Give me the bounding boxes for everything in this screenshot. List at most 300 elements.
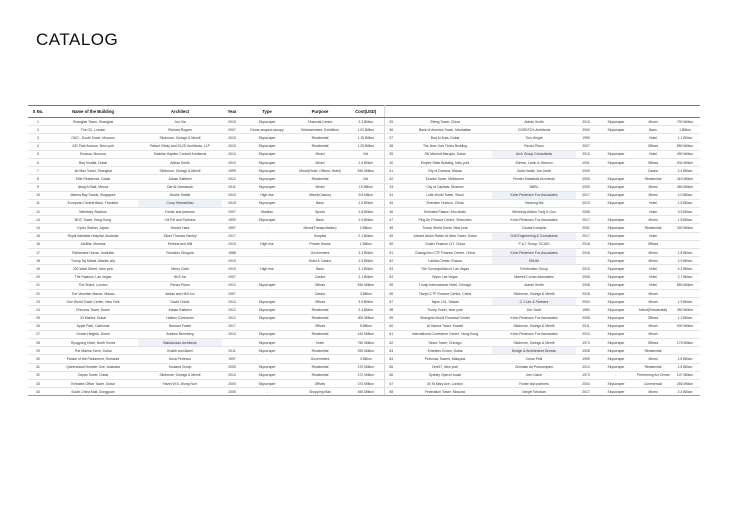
- cell-year-2: 2018: [576, 240, 596, 248]
- cell-building-2: One57, New york: [398, 363, 492, 371]
- table-row: [28, 240, 700, 248]
- cell-type-2: Skyscraper: [596, 363, 636, 371]
- cell-sno-2: 68: [384, 388, 398, 396]
- cell-cost: 4 Billion: [348, 355, 384, 363]
- cell-year-2: [576, 257, 596, 265]
- cell-sno: 4: [28, 142, 48, 150]
- table-row: [28, 199, 700, 207]
- cell-building-2: Shanghai World Financial Center: [398, 314, 492, 322]
- cell-year-2: 2004: [576, 380, 596, 388]
- cell-cost: 3.9 Billion: [348, 298, 384, 306]
- cell-purpose: Offices: [292, 322, 348, 330]
- cell-year-2: 2009: [576, 167, 596, 175]
- cell-architect: Adnan Saffarini: [138, 306, 222, 314]
- cell-cost: 1.25 Billion: [348, 142, 384, 150]
- cell-year: 2012: [222, 281, 242, 289]
- cell-sno-2: 46: [384, 208, 398, 216]
- cell-purpose-2: Residential: [636, 347, 670, 355]
- cell-year: 2007: [222, 273, 242, 281]
- cell-cost: 2.1 Billion: [348, 265, 384, 273]
- cell-sno-2: 54: [384, 273, 398, 281]
- table-row: [28, 339, 700, 347]
- table-row: [28, 126, 700, 134]
- cell-type-2: Skyscraper: [596, 281, 636, 289]
- cell-year-2: 2008: [576, 281, 596, 289]
- cell-type-2: Skyscraper: [596, 347, 636, 355]
- cell-purpose: Offices: [292, 380, 348, 388]
- cell-year: 2017: [222, 232, 242, 240]
- cell-type-2: Skyscraper: [596, 314, 636, 322]
- cell-year: 1997: [222, 355, 242, 363]
- cell-sno-2: 47: [384, 216, 398, 224]
- cell-architect: Rafael Viñoly and SLCE Architects, LLP: [138, 142, 222, 150]
- header-blank: [636, 106, 670, 118]
- cell-cost-2: 2.4 Billion: [670, 388, 700, 396]
- cell-sno: 3: [28, 134, 48, 142]
- cell-architect-2: Adrian Smith: [492, 281, 576, 289]
- cell-purpose-2: Offices: [636, 142, 670, 150]
- cell-type: -: [242, 322, 292, 330]
- cell-year: 2007: [222, 208, 242, 216]
- cell-purpose-2: Hotel: [636, 281, 670, 289]
- cell-year: 2011: [222, 347, 242, 355]
- cell-architect: Norman Foster: [138, 322, 222, 330]
- cell-cost-2: 300 Million: [670, 224, 700, 232]
- catalog-table-container: [28, 105, 700, 396]
- header-purpose: Purpose: [292, 106, 348, 118]
- cell-sno-2: 53: [384, 265, 398, 273]
- cell-year: 2012: [222, 306, 242, 314]
- cell-purpose: Mixed: [292, 158, 348, 166]
- cell-cost-2: 490 Million: [670, 150, 700, 158]
- cell-building: Shanghai Tower, Shanghai: [48, 118, 138, 126]
- cell-type-2: Skyscraper: [596, 289, 636, 297]
- cell-building: The Venetian Macao, Macao: [48, 289, 138, 297]
- cell-building: Kyoto Station, Japan: [48, 224, 138, 232]
- cell-architect-2: Kohn Pedersen Fox Associates: [492, 249, 576, 257]
- cell-cost-2: 1.1 Billion: [670, 134, 700, 142]
- cell-purpose-2: Mixed: [636, 298, 670, 306]
- table-row: [28, 142, 700, 150]
- cell-building: Apple Park, California: [48, 322, 138, 330]
- cell-year: 2010: [222, 158, 242, 166]
- cell-building-2: Sydney Opera House: [398, 371, 492, 379]
- cell-building-2: City of Dreams, Macau: [398, 167, 492, 175]
- cell-year: 2010: [222, 257, 242, 265]
- cell-architect-2: NBBJ: [492, 183, 576, 191]
- cell-purpose: Shopping Mall: [292, 388, 348, 396]
- cell-purpose-2: Hotel: [636, 199, 670, 207]
- cell-type-2: Skyscraper: [596, 191, 636, 199]
- cell-cost: 300 Million: [348, 314, 384, 322]
- cell-year: 2010: [222, 191, 242, 199]
- cell-type-2: Skyscraper: [596, 298, 636, 306]
- cell-cost-2: 415 Million: [670, 175, 700, 183]
- cell-architect-2: Kohn Pedersen Fox Associates: [492, 216, 576, 224]
- table-row: [28, 314, 700, 322]
- table-body: [28, 118, 700, 396]
- cell-type-2: -: [596, 142, 636, 150]
- cell-cost-2: 850 Million: [670, 142, 700, 150]
- cell-purpose: Residential: [292, 347, 348, 355]
- cell-sno-2: 42: [384, 175, 398, 183]
- cell-type-2: Skyscraper: [596, 265, 636, 273]
- cell-cost-2: 850 Million: [670, 281, 700, 289]
- cell-cost: 2.1 Billion: [348, 232, 384, 240]
- cell-sno-2: 55: [384, 281, 398, 289]
- cell-architect-2: Design & Architecture Bureau: [492, 347, 576, 355]
- cell-architect-2: Adrian Smith: [492, 118, 576, 126]
- cell-purpose: Casino: [292, 273, 348, 281]
- cell-purpose-2: Mixed: [636, 388, 670, 396]
- cell-purpose-2: Performing Art Centre: [636, 371, 670, 379]
- cell-sno: 7: [28, 167, 48, 175]
- cell-cost: 272 Million: [348, 371, 384, 379]
- cell-purpose: Hospital: [292, 232, 348, 240]
- cell-cost: 1.15 Billion: [348, 134, 384, 142]
- cell-purpose-2: Commercial: [636, 380, 670, 388]
- cell-cost: 410 Million: [348, 330, 384, 338]
- cell-sno-2: 64: [384, 355, 398, 363]
- cell-type: Skyscraper: [242, 371, 292, 379]
- cell-purpose: Offices: [292, 281, 348, 289]
- cell-sno-2: 45: [384, 199, 398, 207]
- table-row: [28, 249, 700, 257]
- cell-cost: 530 Million: [348, 281, 384, 289]
- cell-type-2: Skyscraper: [596, 249, 636, 257]
- table-row: [28, 191, 700, 199]
- cell-type: Skyscraper: [242, 306, 292, 314]
- cell-building-2: Burj Al Arab, Dubai: [398, 134, 492, 142]
- cell-year-2: 1999: [576, 355, 596, 363]
- table-row: [28, 347, 700, 355]
- table-row: [28, 281, 700, 289]
- header-blank: [384, 106, 398, 118]
- cell-cost-2: 534 Million: [670, 158, 700, 166]
- cell-cost: NA: [348, 175, 384, 183]
- cell-year: 2007: [222, 289, 242, 297]
- cell-year-2: 2017: [576, 191, 596, 199]
- cell-architect-2: Kohn Pedersen Fox Associates: [492, 191, 576, 199]
- cell-year-2: 2006: [576, 175, 596, 183]
- cell-building-2: The New York Times Building: [398, 142, 492, 150]
- cell-building-2: Wynn Las Vegas: [398, 273, 492, 281]
- cell-type-2: Skyscraper: [596, 306, 636, 314]
- header-building: Name of the Building: [48, 106, 138, 118]
- cell-cost-2: 1.8 Billion: [670, 249, 700, 257]
- cell-year-2: 1931: [576, 158, 596, 166]
- cell-sno: 8: [28, 175, 48, 183]
- cell-year-2: 2005: [576, 208, 596, 216]
- cell-building-2: Lotte World Tower, Seoul: [398, 191, 492, 199]
- cell-building-2: The Cosmopolitan of Las Vegas: [398, 265, 492, 273]
- cell-type-2: -: [596, 134, 636, 142]
- cell-cost: 1.6 Billion: [348, 199, 384, 207]
- cell-cost: 2.2 Billion: [348, 118, 384, 126]
- cell-architect-2: P & T Group. ECADI: [492, 240, 576, 248]
- cell-cost-2: 700 Million: [670, 118, 700, 126]
- cell-purpose: Government: [292, 355, 348, 363]
- cell-cost: 760 Million: [348, 339, 384, 347]
- table-row: [28, 208, 700, 216]
- table-row: [28, 257, 700, 265]
- cell-year: 2007: [222, 126, 242, 134]
- cell-year-2: 2017: [576, 216, 596, 224]
- cell-purpose: Financial Centre: [292, 118, 348, 126]
- cell-sno-2: 59: [384, 314, 398, 322]
- cell-year-2: 2016: [576, 249, 596, 257]
- cell-building-2: Taipei 101, Taiwan: [398, 298, 492, 306]
- cell-year: 2013: [222, 298, 242, 306]
- cell-type: Skyscraper: [242, 175, 292, 183]
- cell-building-2: Sears Tower, Chicago: [398, 339, 492, 347]
- cell-building: Abraj Al Bait, Mecca: [48, 183, 138, 191]
- cell-cost: 1.8 Billion: [348, 208, 384, 216]
- cell-year-2: 2017: [576, 388, 596, 396]
- cell-building-2: Ahmed Abdul Rahim Al Attar Tower, Dubai: [398, 232, 492, 240]
- cell-year: 1997: [222, 224, 242, 232]
- cell-cost: 1.9 Billion: [348, 216, 384, 224]
- cell-architect: Adrian Smith: [138, 158, 222, 166]
- cell-sno: 2: [28, 126, 48, 134]
- cell-building-2: Eureka Tower, Melbourne: [398, 175, 492, 183]
- cell-year: 2013: [222, 371, 242, 379]
- cell-architect: [138, 257, 222, 265]
- table-row: [28, 380, 700, 388]
- cell-cost: 1 Billion: [348, 240, 384, 248]
- cell-sno: 25: [28, 314, 48, 322]
- cell-purpose-2: Mixed: [636, 183, 670, 191]
- cell-cost-2: 107 Million: [670, 371, 700, 379]
- cell-type-2: Skyscraper: [596, 240, 636, 248]
- cell-purpose-2: Bans: [636, 126, 670, 134]
- cell-sno: 14: [28, 224, 48, 232]
- cell-architect: -: [138, 388, 222, 396]
- cell-type: Skyscraper: [242, 216, 292, 224]
- cell-year: 2005: [222, 388, 242, 396]
- cell-purpose-2: Hotel: [636, 208, 670, 216]
- cell-year-2: 1999: [576, 134, 596, 142]
- cell-building: Ocean Heights, Dubai: [48, 330, 138, 338]
- cell-year-2: 2005: [576, 273, 596, 281]
- catalog-table: [28, 105, 700, 396]
- cell-architect-2: Kohn Pedersen Fox Associates: [492, 314, 576, 322]
- cell-purpose-2: Mixed(Residential): [636, 306, 670, 314]
- header-blank: [398, 106, 492, 118]
- cell-building-2: Emirates Crown, Dubai: [398, 347, 492, 355]
- cell-type-2: Skyscraper: [596, 388, 636, 396]
- cell-purpose-2: Mixed: [636, 118, 670, 126]
- cell-year: 2012: [222, 175, 242, 183]
- cell-year-2: 1973: [576, 371, 596, 379]
- table-row: [28, 371, 700, 379]
- cell-type: Skyscraper: [242, 150, 292, 158]
- cell-cost: 1.02 Billion: [348, 126, 384, 134]
- cell-purpose: Residential: [292, 175, 348, 183]
- cell-architect: Andrew Bromberg: [138, 330, 222, 338]
- cell-architect: Henry Cobb: [138, 265, 222, 273]
- cell-cost: 1.5 Billion: [348, 257, 384, 265]
- cell-type: Skyscraper: [242, 380, 292, 388]
- cell-year-2: 2001: [576, 224, 596, 232]
- cell-architect: HKS Inc: [138, 273, 222, 281]
- cell-year: 1999: [222, 167, 242, 175]
- cell-purpose-2: Offices: [636, 240, 670, 248]
- cell-purpose: Mixed: [292, 150, 348, 158]
- cell-architect-2: RMJM: [492, 257, 576, 265]
- cell-cost: 530 Million: [348, 167, 384, 175]
- header-blank: [492, 106, 576, 118]
- cell-sno: 32: [28, 371, 48, 379]
- cell-architect-2: Jorn Utzon: [492, 371, 576, 379]
- cell-purpose: Residential: [292, 142, 348, 150]
- cell-purpose: Residential: [292, 330, 348, 338]
- header-blank: [576, 106, 596, 118]
- cell-purpose: Bank: [292, 265, 348, 273]
- cell-building-2: JW Marriott Marquis, Dubai: [398, 150, 492, 158]
- cell-architect-2: Skidmore, Owings & Merrill: [492, 339, 576, 347]
- cell-cost-2: 4.2 Billion: [670, 265, 700, 273]
- cell-type: Skyscraper: [242, 142, 292, 150]
- cell-year-2: 2014: [576, 363, 596, 371]
- cell-architect-2: Skidmore, Owings & Merrill: [492, 322, 576, 330]
- cell-type-2: Skyscraper: [596, 339, 636, 347]
- cell-type: Skyscraper: [242, 314, 292, 322]
- cell-architect: Dar Al-Handasah: [138, 183, 222, 191]
- cell-type-2: Skyscraper: [596, 257, 636, 265]
- cell-type-2: Skyscraper: [596, 273, 636, 281]
- cell-year: 2015: [222, 118, 242, 126]
- cell-purpose: Bank: [292, 216, 348, 224]
- cell-year-2: 2008: [576, 347, 596, 355]
- cell-sno: 12: [28, 208, 48, 216]
- cell-cost-2: 4.0 Billion: [670, 191, 700, 199]
- cell-architect: Hafeez Contractor: [138, 314, 222, 322]
- cell-cost-2: [670, 330, 700, 338]
- cell-sno: 27: [28, 330, 48, 338]
- cell-type: -: [242, 289, 292, 297]
- cell-year: 2015: [222, 199, 242, 207]
- cell-year: [222, 339, 242, 347]
- cell-type: Skyscraper: [242, 339, 292, 347]
- cell-sno: 21: [28, 281, 48, 289]
- cell-building: 23 Marina, Dubai: [48, 314, 138, 322]
- cell-building: ArkBits, Mumbai: [48, 240, 138, 248]
- table-row: [28, 273, 700, 281]
- cell-sno-2: 43: [384, 183, 398, 191]
- table-row: [28, 355, 700, 363]
- cell-purpose-2: Hotel: [636, 150, 670, 158]
- cell-year: 2005: [222, 363, 242, 371]
- cell-sno: 6: [28, 158, 48, 166]
- cell-sno-2: 49: [384, 232, 398, 240]
- cell-purpose: Hotel: [292, 339, 348, 347]
- cell-building: Marina Bay Sands, Singapore: [48, 191, 138, 199]
- table-row: [28, 306, 700, 314]
- cell-architect: Hazel W.S. Wong Norr: [138, 380, 222, 388]
- cell-type-2: Skyscraper: [596, 183, 636, 191]
- cell-building-2: Federation Tower, Moscow: [398, 388, 492, 396]
- cell-purpose-2: Residential: [636, 224, 670, 232]
- cell-type-2: Skyscraper: [596, 355, 636, 363]
- cell-architect: Hiroshi Hara: [138, 224, 222, 232]
- cell-purpose-2: Casino: [636, 167, 670, 175]
- cell-architect-2: Cesar Pelli: [492, 355, 576, 363]
- cell-year-2: 2013: [576, 150, 596, 158]
- cell-architect-2: Zaha Hadid, Jon Jerde: [492, 167, 576, 175]
- cell-year: 2010: [222, 265, 242, 273]
- cell-building-2: Empire State Building, New york: [398, 158, 492, 166]
- cell-building-2: Trump Tower, New york: [398, 306, 492, 314]
- cell-building-2: Petronas Towers, Malaysia: [398, 355, 492, 363]
- cell-year-2: 2004: [576, 298, 596, 306]
- cell-type-2: Skyscraper: [596, 150, 636, 158]
- cell-type-2: Skyscraper: [596, 118, 636, 126]
- cell-type: Skyscraper: [242, 363, 292, 371]
- cell-architect-2: Yansong Ma: [492, 199, 576, 207]
- cell-purpose: Mixed: [292, 183, 348, 191]
- cell-type: High rise: [242, 191, 292, 199]
- table-row: [28, 150, 700, 158]
- table-row: [28, 167, 700, 175]
- cell-sno-2: 61: [384, 330, 398, 338]
- cell-sno: 20: [28, 273, 48, 281]
- cell-purpose: Private House: [292, 240, 348, 248]
- cell-sno: 11: [28, 199, 48, 207]
- cell-type: Stadium: [242, 208, 292, 216]
- cell-cost-2: [670, 240, 700, 248]
- cell-building: The Shard, London: [48, 281, 138, 289]
- cell-building-2: Emirates Palace, Abu dhabi: [398, 208, 492, 216]
- cell-sno: 10: [28, 191, 48, 199]
- table-row: [28, 322, 700, 330]
- header-type: Type: [242, 106, 292, 118]
- cell-building-2: Goldin Finance 117, China: [398, 240, 492, 248]
- cell-architect: Anca Petrescu: [138, 355, 222, 363]
- cell-sno-2: 65: [384, 363, 398, 371]
- cell-cost-2: 1 Billion: [670, 126, 700, 134]
- cell-architect-2: Foster and partners: [492, 380, 576, 388]
- cell-purpose: Entertainment, Exhibition: [292, 126, 348, 134]
- cell-type: Dome-shaped canopy: [242, 126, 292, 134]
- cell-architect: I.M.Pei and Partners: [138, 216, 222, 224]
- cell-cost: 370 Million: [348, 380, 384, 388]
- cell-type-2: -: [596, 371, 636, 379]
- cell-architect-2: Marnell Corrao Associates: [492, 273, 576, 281]
- cell-year-2: 2017: [576, 232, 596, 240]
- cell-building: OKO - South Tower, Moscow: [48, 134, 138, 142]
- cell-building-2: Lakhta Center, Russia: [398, 257, 492, 265]
- cell-cost: 2.4 Billion: [348, 306, 384, 314]
- cell-cost: 270 Million: [348, 363, 384, 371]
- cell-architect-2: Kohn Pedersen Fox Associates: [492, 330, 576, 338]
- cell-cost: 3 Billion: [348, 289, 384, 297]
- cell-building: BOC Tower, Hong Kong: [48, 216, 138, 224]
- cell-building-2: Al Hamra Tower, Kuwait: [398, 322, 492, 330]
- cell-building: The O2, London: [48, 126, 138, 134]
- cell-cost-2: 1.5 Billion: [670, 216, 700, 224]
- cell-year-2: 2010: [576, 118, 596, 126]
- cell-building: One World Trade Center, New York: [48, 298, 138, 306]
- cell-year: 2014: [222, 150, 242, 158]
- cell-cost-2: 3.9 Billion: [670, 208, 700, 216]
- cell-purpose: Government: [292, 249, 348, 257]
- cell-building: 200 West Street, New york: [48, 265, 138, 273]
- cell-year-2: 2007: [576, 142, 596, 150]
- cell-architect: Foster and partners: [138, 208, 222, 216]
- cell-building: Jin Mao Tower, Shanghai: [48, 167, 138, 175]
- cell-purpose-2: Hotel: [636, 134, 670, 142]
